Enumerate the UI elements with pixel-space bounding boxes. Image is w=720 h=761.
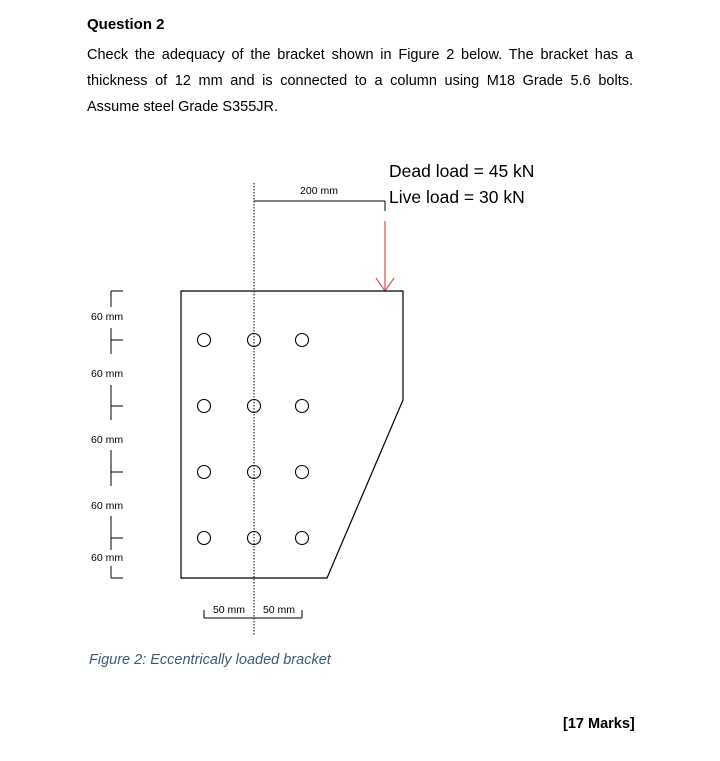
bolt-hole <box>198 466 211 479</box>
dead-load-label: Dead load = 45 kN <box>389 161 535 181</box>
horizontal-dimension-label-left: 50 mm <box>212 604 246 616</box>
bolt-hole <box>296 334 309 347</box>
question-body: Check the adequacy of the bracket shown in Figure 2 below. The bracket has a thickness of 12 mm and is connected to a column using M18 Grade 5.6 bolts. Assume steel Grade S355JR. <box>87 47 633 115</box>
marks-label: [17 Marks] <box>563 716 635 732</box>
vertical-dimension-label-2: 60 mm <box>91 368 124 380</box>
figure-caption: Figure 2: Eccentrically loaded bracket <box>89 652 331 668</box>
vertical-dimension-label-5: 60 mm <box>91 552 124 564</box>
bracket-plate <box>181 291 403 578</box>
bolt-hole <box>198 334 211 347</box>
live-load-label: Live load = 30 kN <box>389 187 525 207</box>
question-title: Question 2 <box>87 16 165 33</box>
bolt-hole <box>296 400 309 413</box>
eccentricity-dimension <box>254 185 385 211</box>
bolt-hole <box>296 532 309 545</box>
bolt-hole <box>198 400 211 413</box>
bolt-hole <box>296 466 309 479</box>
bolt-holes <box>198 334 309 545</box>
horizontal-dimension-label-right: 50 mm <box>262 604 296 616</box>
load-arrow <box>376 221 394 291</box>
vertical-dimension-label-3: 60 mm <box>91 434 124 446</box>
bolt-hole <box>198 532 211 545</box>
eccentricity-label: 200 mm <box>300 185 338 197</box>
vertical-dimension-label-1: 60 mm <box>91 311 124 323</box>
vertical-dimension-label-4: 60 mm <box>91 500 124 512</box>
